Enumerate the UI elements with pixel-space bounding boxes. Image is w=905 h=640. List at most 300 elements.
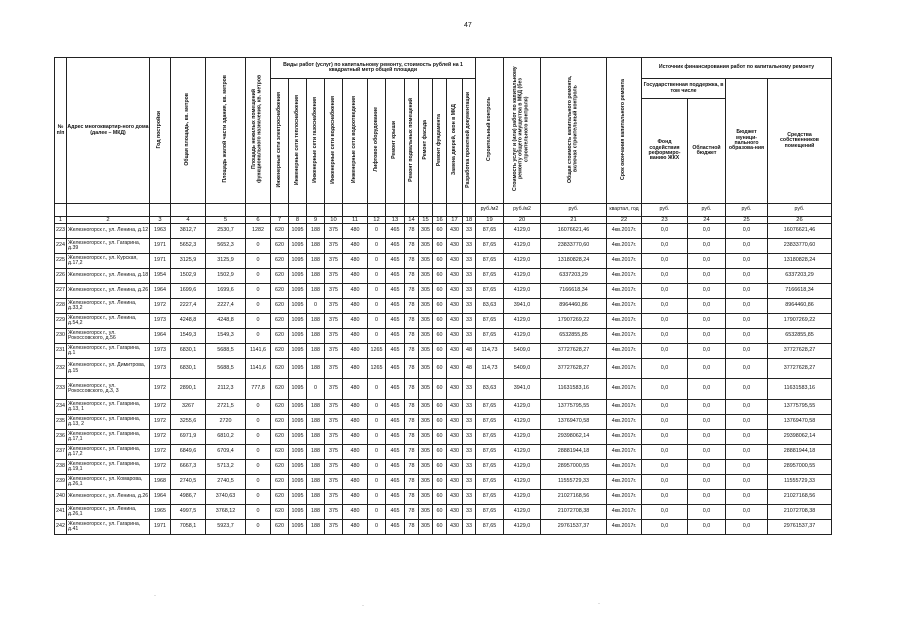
table-cell: 480	[343, 379, 368, 400]
row-number-cell: 240	[55, 490, 67, 505]
table-cell: 620	[271, 344, 289, 359]
table-cell: 305	[419, 224, 433, 239]
header-living-area: Площадь жилой части здания, кв. метров	[206, 58, 246, 204]
table-cell: 37727628,27	[541, 344, 607, 359]
table-cell: 0	[368, 460, 386, 475]
table-row	[55, 299, 832, 314]
table-cell: 23833770,60	[768, 239, 832, 254]
table-cell: 465	[386, 284, 405, 299]
table-cell: 1972	[150, 415, 171, 430]
table-cell: 0,0	[688, 344, 726, 359]
table-cell: 87,65	[476, 329, 504, 344]
table-row	[55, 400, 832, 415]
table-cell: 305	[419, 400, 433, 415]
table-cell: 78	[405, 490, 419, 505]
table-cell: 4кв.2017г.	[607, 379, 642, 400]
table-cell: 0,0	[642, 299, 688, 314]
table-cell: 1973	[150, 314, 171, 329]
table-cell: 1265	[368, 344, 386, 359]
table-cell: 4129,0	[504, 430, 541, 445]
table-cell: 305	[419, 254, 433, 269]
address-cell: Железногорск г., ул. Комарова, д.26,1	[67, 475, 150, 490]
table-cell: 3768,12	[206, 505, 246, 520]
table-cell: 620	[271, 475, 289, 490]
table-cell: 0,0	[642, 269, 688, 284]
table-cell: 17907269,22	[541, 314, 607, 329]
table-cell: 21027168,56	[768, 490, 832, 505]
table-cell: 21072708,38	[541, 505, 607, 520]
row-number-cell: 224	[55, 239, 67, 254]
table-cell: 7166618,34	[768, 284, 832, 299]
table-cell: 1972	[150, 430, 171, 445]
column-number-cell: 9	[307, 217, 325, 224]
table-cell: 620	[271, 269, 289, 284]
table-cell: 480	[343, 475, 368, 490]
table-cell: 0,0	[642, 415, 688, 430]
table-cell: 1972	[150, 379, 171, 400]
table-cell: 37727628,27	[541, 359, 607, 379]
table-row	[55, 314, 832, 329]
table-cell: 1095	[289, 400, 307, 415]
unit-cell: руб.	[726, 204, 768, 217]
row-number-cell: 233	[55, 379, 67, 400]
column-number-cell: 22	[607, 217, 642, 224]
table-cell: 1282	[246, 224, 271, 239]
table-cell: 0	[368, 520, 386, 535]
table-cell: 78	[405, 284, 419, 299]
table-cell: 480	[343, 299, 368, 314]
header-total-area: Общая площадь, кв. метров	[171, 58, 206, 204]
table-cell: 33	[463, 239, 476, 254]
row-number-cell: 239	[55, 475, 67, 490]
column-number-cell: 4	[171, 217, 206, 224]
table-cell: 620	[271, 490, 289, 505]
table-cell: 1972	[150, 445, 171, 460]
table-cell: 13769470,58	[541, 415, 607, 430]
table-cell: 1972	[150, 400, 171, 415]
table-cell: 60	[433, 359, 447, 379]
scan-speck: ·	[362, 603, 364, 609]
header-work-1: Инженерные сети теплоснабжения	[289, 79, 307, 204]
table-cell: 375	[325, 224, 343, 239]
table-cell: 375	[325, 239, 343, 254]
table-cell: 6337203,29	[768, 269, 832, 284]
table-cell: 33	[463, 400, 476, 415]
table-cell: 87,65	[476, 415, 504, 430]
table-cell: 465	[386, 430, 405, 445]
table-cell: 0,0	[726, 430, 768, 445]
table-cell: 11631583,16	[541, 379, 607, 400]
table-cell: 620	[271, 415, 289, 430]
table-cell: 0,0	[688, 445, 726, 460]
table-cell: 620	[271, 430, 289, 445]
table-cell: 4кв.2017г.	[607, 224, 642, 239]
table-cell: 620	[271, 460, 289, 475]
table-cell: 1095	[289, 430, 307, 445]
table-cell: 33	[463, 284, 476, 299]
table-cell: 11631583,16	[768, 379, 832, 400]
header-work-10: Замена дверей, окон в МКД	[447, 79, 463, 204]
table-cell: 2227,4	[171, 299, 206, 314]
table-cell: 60	[433, 505, 447, 520]
table-cell: 375	[325, 445, 343, 460]
table-cell: 2227,4	[206, 299, 246, 314]
table-cell: 33	[463, 505, 476, 520]
table-cell: 0,0	[726, 269, 768, 284]
table-row	[55, 460, 832, 475]
table-cell: 78	[405, 224, 419, 239]
address-cell: Железногорск г., ул. Рокоссовского, д.3, 3	[67, 379, 150, 400]
row-number-cell: 231	[55, 344, 67, 359]
table-cell: 5409,0	[504, 359, 541, 379]
table-cell: 0	[246, 490, 271, 505]
table-cell: 0,0	[642, 379, 688, 400]
address-cell: Железногорск г., ул. Гагарина, д.17,2	[67, 445, 150, 460]
table-cell: 78	[405, 520, 419, 535]
table-cell: 0,0	[726, 475, 768, 490]
table-cell: 0	[246, 475, 271, 490]
table-cell: 11555729,33	[768, 475, 832, 490]
table-cell: 1095	[289, 269, 307, 284]
table-cell: 3125,9	[171, 254, 206, 269]
table-cell: 465	[386, 314, 405, 329]
table-cell: 465	[386, 239, 405, 254]
unit-cell: руб.	[768, 204, 832, 217]
table-cell: 305	[419, 314, 433, 329]
table-cell: 87,65	[476, 400, 504, 415]
table-cell: 78	[405, 400, 419, 415]
table-cell: 60	[433, 460, 447, 475]
table-cell: 28881944,18	[768, 445, 832, 460]
table-cell: 0,0	[642, 224, 688, 239]
table-cell: 4кв.2017г.	[607, 284, 642, 299]
table-cell: 48	[463, 359, 476, 379]
column-number-cell: 17	[447, 217, 463, 224]
table-cell: 305	[419, 505, 433, 520]
table-cell: 87,65	[476, 224, 504, 239]
table-cell: 0,0	[688, 379, 726, 400]
table-cell: 305	[419, 329, 433, 344]
table-cell: 13180828,24	[541, 254, 607, 269]
row-number-cell: 229	[55, 314, 67, 329]
table-cell: 375	[325, 379, 343, 400]
table-cell: 465	[386, 344, 405, 359]
table-cell: 0,0	[726, 379, 768, 400]
table-cell: 87,65	[476, 430, 504, 445]
unit-cell: руб./м2	[504, 204, 541, 217]
column-number-cell: 3	[150, 217, 171, 224]
column-number-cell: 7	[271, 217, 289, 224]
row-number-cell: 235	[55, 415, 67, 430]
table-cell: 0,0	[688, 520, 726, 535]
header-deadline: Срок окончания капитального ремонта	[607, 58, 642, 204]
table-cell: 620	[271, 445, 289, 460]
header-funding-group: Источник финансирования работ по капитальному ремонту	[642, 58, 832, 79]
table-cell: 60	[433, 239, 447, 254]
row-number-cell: 230	[55, 329, 67, 344]
row-number-cell: 238	[55, 460, 67, 475]
table-cell: 78	[405, 475, 419, 490]
table-cell: 6971,9	[171, 430, 206, 445]
table-cell: 4129,0	[504, 239, 541, 254]
table-cell: 13180828,24	[768, 254, 832, 269]
table-cell: 0,0	[726, 329, 768, 344]
table-cell: 1699,6	[206, 284, 246, 299]
table-cell: 1265	[368, 359, 386, 379]
table-cell: 3125,9	[206, 254, 246, 269]
table-cell: 1971	[150, 254, 171, 269]
table-cell: 620	[271, 505, 289, 520]
table-cell: 305	[419, 475, 433, 490]
table-cell: 480	[343, 269, 368, 284]
table-cell: 188	[307, 400, 325, 415]
row-number-cell: 241	[55, 505, 67, 520]
column-number-cell: 16	[433, 217, 447, 224]
table-cell: 430	[447, 445, 463, 460]
table-cell: 1095	[289, 239, 307, 254]
column-number-cell: 12	[368, 217, 386, 224]
table-cell: 1699,6	[171, 284, 206, 299]
column-number-cell: 24	[688, 217, 726, 224]
table-cell: 480	[343, 445, 368, 460]
table-cell: 60	[433, 344, 447, 359]
table-cell: 1502,9	[206, 269, 246, 284]
table-cell: 480	[343, 490, 368, 505]
table-cell: 430	[447, 475, 463, 490]
table-cell: 305	[419, 460, 433, 475]
table-cell: 4кв.2017г.	[607, 299, 642, 314]
table-cell: 2720	[206, 415, 246, 430]
table-cell: 375	[325, 430, 343, 445]
table-cell: 0,0	[726, 314, 768, 329]
table-cell: 0,0	[726, 445, 768, 460]
table-cell: 83,63	[476, 299, 504, 314]
column-number-cell: 23	[642, 217, 688, 224]
table-row	[55, 475, 832, 490]
table-cell: 29761537,37	[768, 520, 832, 535]
table-cell: 620	[271, 379, 289, 400]
table-cell: 83,63	[476, 379, 504, 400]
table-cell: 78	[405, 269, 419, 284]
table-cell: 4кв.2017г.	[607, 430, 642, 445]
table-cell: 620	[271, 224, 289, 239]
table-cell: 480	[343, 224, 368, 239]
table-cell: 188	[307, 490, 325, 505]
column-number-cell: 13	[386, 217, 405, 224]
table-cell: 0	[368, 490, 386, 505]
table-cell: 1095	[289, 520, 307, 535]
table-cell: 0	[246, 314, 271, 329]
table-cell: 87,65	[476, 239, 504, 254]
table-cell: 2721,5	[206, 400, 246, 415]
column-number-cell: 20	[504, 217, 541, 224]
table-row	[55, 329, 832, 344]
table-cell: 375	[325, 254, 343, 269]
table-cell: 465	[386, 490, 405, 505]
table-cell: 5713,2	[206, 460, 246, 475]
table-cell: 5652,3	[171, 239, 206, 254]
row-number-cell: 236	[55, 430, 67, 445]
table-cell: 465	[386, 520, 405, 535]
table-cell: 188	[307, 284, 325, 299]
table-cell: 0	[368, 400, 386, 415]
table-cell: 188	[307, 460, 325, 475]
table-cell: 430	[447, 490, 463, 505]
column-number-cell: 8	[289, 217, 307, 224]
table-cell: 188	[307, 359, 325, 379]
column-number-cell: 10	[325, 217, 343, 224]
table-cell: 620	[271, 359, 289, 379]
table-cell: 78	[405, 379, 419, 400]
address-cell: Железногорск г., ул. Гагарина, д.41	[67, 520, 150, 535]
table-cell: 5688,5	[206, 359, 246, 379]
table-cell: 0	[246, 415, 271, 430]
table-cell: 1964	[150, 490, 171, 505]
table-cell: 0,0	[726, 284, 768, 299]
table-cell: 188	[307, 224, 325, 239]
table-cell: 0	[368, 224, 386, 239]
table-cell: 5652,3	[206, 239, 246, 254]
table-cell: 3941,0	[504, 299, 541, 314]
table-cell: 0	[368, 445, 386, 460]
table-cell: 78	[405, 359, 419, 379]
table-cell: 375	[325, 490, 343, 505]
table-cell: 78	[405, 329, 419, 344]
table-cell: 1549,3	[206, 329, 246, 344]
address-cell: Железногорск г., ул. Димитрова, д.15	[67, 359, 150, 379]
table-cell: 375	[325, 359, 343, 379]
table-cell: 0	[368, 254, 386, 269]
table-cell: 33	[463, 415, 476, 430]
unit-cell: руб.	[642, 204, 688, 217]
column-number-cell: 1	[55, 217, 67, 224]
table-cell: 188	[307, 430, 325, 445]
table-cell: 480	[343, 239, 368, 254]
table-cell: 430	[447, 520, 463, 535]
table-cell: 620	[271, 254, 289, 269]
table-cell: 1095	[289, 460, 307, 475]
table-cell: 60	[433, 314, 447, 329]
table-cell: 4кв.2017г.	[607, 314, 642, 329]
header-building-control: Строительный контроль	[476, 58, 504, 204]
table-cell: 4кв.2017г.	[607, 490, 642, 505]
table-cell: 1095	[289, 344, 307, 359]
table-cell: 78	[405, 415, 419, 430]
table-cell: 7058,1	[171, 520, 206, 535]
table-row	[55, 445, 832, 460]
table-cell: 430	[447, 359, 463, 379]
column-numbers-row	[55, 217, 832, 224]
table-cell: 60	[433, 269, 447, 284]
header-work-6: Ремонт крыши	[386, 79, 405, 204]
table-cell: 87,65	[476, 284, 504, 299]
table-cell: 87,65	[476, 505, 504, 520]
table-cell: 0,0	[688, 224, 726, 239]
table-cell: 430	[447, 299, 463, 314]
table-cell: 0,0	[642, 490, 688, 505]
table-cell: 375	[325, 314, 343, 329]
table-cell: 87,65	[476, 460, 504, 475]
header-total-cost: Общая стоимость капитального ремонта, включая строительный контроль	[541, 58, 607, 204]
table-cell: 0,0	[642, 359, 688, 379]
row-number-cell: 226	[55, 269, 67, 284]
table-cell: 375	[325, 400, 343, 415]
table-cell: 480	[343, 400, 368, 415]
table-body	[55, 224, 832, 535]
column-number-cell: 21	[541, 217, 607, 224]
table-cell: 465	[386, 269, 405, 284]
table-cell: 0	[246, 400, 271, 415]
table-cell: 6830,1	[171, 344, 206, 359]
table-row	[55, 415, 832, 430]
table-cell: 188	[307, 254, 325, 269]
header-year: Год постройки	[150, 58, 171, 204]
table-row	[55, 269, 832, 284]
table-cell: 4кв.2017г.	[607, 254, 642, 269]
header-works-group: Виды работ (услуг) по капитальному ремонту, стоимость рублей на 1 квадратный метр общей площади	[271, 58, 476, 79]
table-cell: 0,0	[642, 239, 688, 254]
table-cell: 60	[433, 520, 447, 535]
table-cell: 1972	[150, 460, 171, 475]
table-row	[55, 344, 832, 359]
table-cell: 188	[307, 314, 325, 329]
table-cell: 0,0	[642, 254, 688, 269]
table-cell: 6532855,85	[541, 329, 607, 344]
table-cell: 4кв.2017г.	[607, 520, 642, 535]
header-regional-budget: Областной бюджет	[688, 99, 726, 204]
table-cell: 430	[447, 284, 463, 299]
table-cell: 4129,0	[504, 284, 541, 299]
table-cell: 4кв.2017г.	[607, 475, 642, 490]
table-cell: 0,0	[688, 299, 726, 314]
table-cell: 2740,5	[206, 475, 246, 490]
table-cell: 1141,6	[246, 344, 271, 359]
table-cell: 0,0	[642, 520, 688, 535]
header-work-11: Разработка проектной документации	[463, 79, 476, 204]
row-number-cell: 237	[55, 445, 67, 460]
table-cell: 0,0	[642, 284, 688, 299]
table-cell: 480	[343, 505, 368, 520]
table-cell: 5923,7	[206, 520, 246, 535]
table-cell: 2740,5	[171, 475, 206, 490]
table-cell: 114,73	[476, 359, 504, 379]
table-cell: 0,0	[688, 269, 726, 284]
table-cell: 0,0	[688, 400, 726, 415]
table-cell: 375	[325, 475, 343, 490]
address-cell: Железногорск г., ул. Курская, д.17,2	[67, 254, 150, 269]
table-cell: 0	[246, 239, 271, 254]
table-row	[55, 224, 832, 239]
table-cell: 4кв.2017г.	[607, 445, 642, 460]
table-cell: 17907269,22	[768, 314, 832, 329]
table-cell: 0	[307, 299, 325, 314]
table-cell: 0	[246, 269, 271, 284]
table-cell: 0,0	[726, 254, 768, 269]
header-work-3: Инженерные сети водоснабжения	[325, 79, 343, 204]
header-cost-per-m2: Стоимость услуг и (или) работ по капитальному ремонту общего имущества в МКД (без строительного контроля)	[504, 58, 541, 204]
table-cell: 0	[307, 379, 325, 400]
table-cell: 305	[419, 299, 433, 314]
table-cell: 1965	[150, 505, 171, 520]
table-cell: 78	[405, 239, 419, 254]
table-cell: 620	[271, 400, 289, 415]
table-cell: 1971	[150, 520, 171, 535]
table-cell: 4129,0	[504, 269, 541, 284]
table-cell: 465	[386, 379, 405, 400]
header-fund: Фонд содействия реформиро-ванию ЖКХ	[642, 99, 688, 204]
row-number-cell: 234	[55, 400, 67, 415]
table-cell: 0,0	[642, 430, 688, 445]
